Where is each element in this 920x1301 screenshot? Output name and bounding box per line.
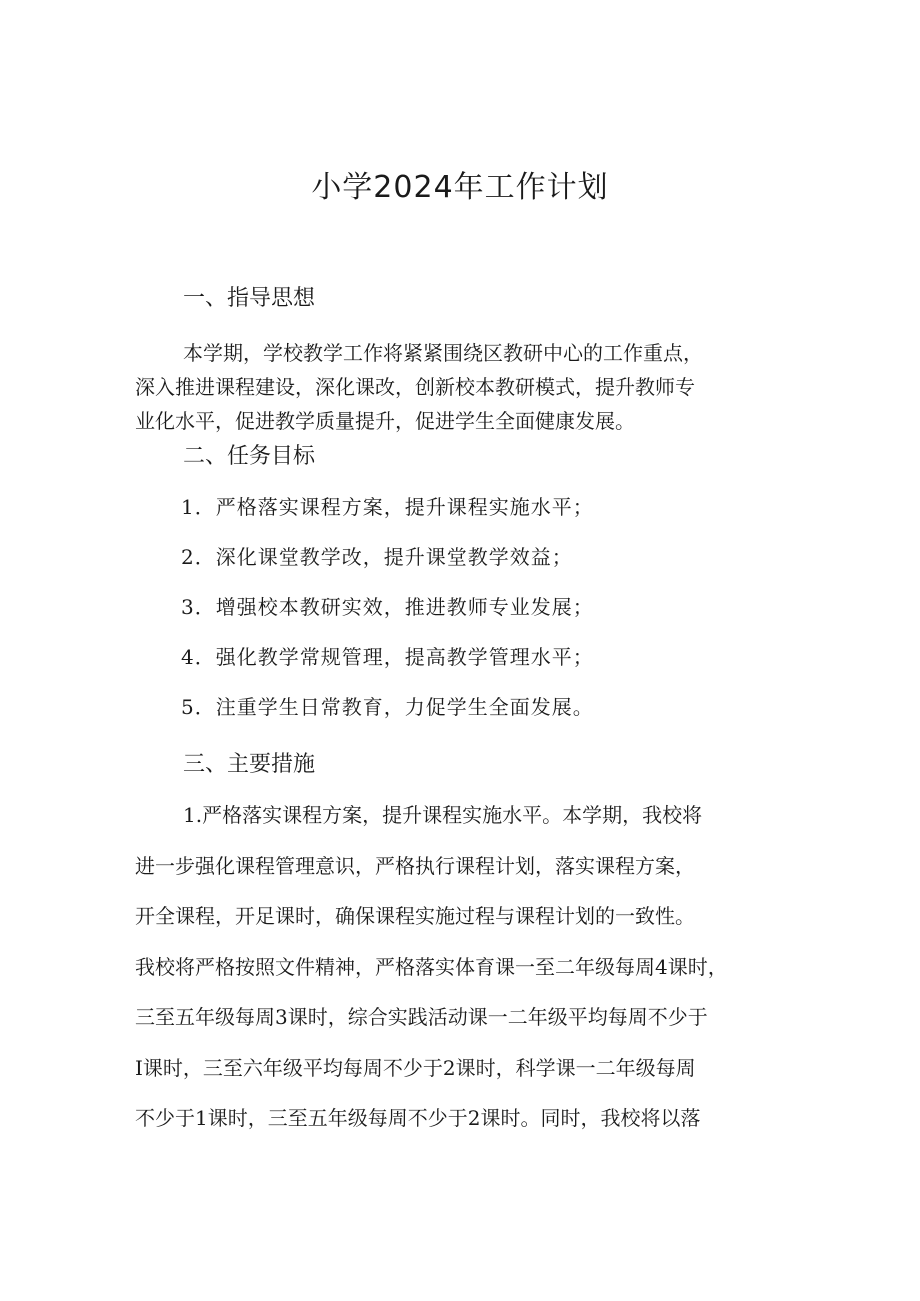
goal-list-item: 2．深化课堂教学改，提升课堂教学效益； [181,545,573,569]
section-heading-task-goals: 二、任务目标 [183,444,316,469]
goal-list-item: 3．增强校本教研实效，推进教师专业发展； [181,595,594,619]
document-title: 小学2024年工作计划 [311,170,609,205]
section-paragraph-guiding-ideology [135,336,795,438]
paragraph-line: 不少于1课时，三至五年级每周不少于2课时。同时，我校将以落 [135,1106,701,1130]
section-heading-main-measures: 三、主要措施 [183,752,316,777]
paragraph-line: I课时，三至六年级平均每周不少于2课时，科学课一二年级每周 [135,1055,696,1080]
section-paragraph-main-measures [135,800,795,1154]
paragraph-line: 我校将严格按照文件精神，严格落实体育课一至二年级每周4课时， [135,954,728,979]
goal-list-item: 1．严格落实课程方案，提升课程实施水平； [181,495,594,519]
section-heading-guiding-ideology: 一、指导思想 [183,286,316,311]
paragraph-line: 本学期，学校教学工作将紧紧围绕区教研中心的工作重点， [183,341,703,365]
paragraph-line: 深入推进课程建设，深化课改，创新校本教研模式，提升教师专 [135,375,695,399]
goal-list-item: 5．注重学生日常教育，力促学生全面发展。 [181,695,594,719]
paragraph-line: 开全课程，开足课时，确保课程实施过程与课程计划的一致性。 [135,904,695,928]
paragraph-line: 1.严格落实课程方案，提升课程实施水平。本学期，我校将 [183,803,703,827]
paragraph-line: 业化水平，促进教学质量提升，促进学生全面健康发展。 [135,409,635,433]
paragraph-line: 三至五年级每周3课时，综合实践活动课一二年级平均每周不少于 [135,1005,708,1029]
goal-list-item: 4．强化教学常规管理，提高教学管理水平； [181,645,594,669]
paragraph-line: 进一步强化课程管理意识，严格执行课程计划，落实课程方案， [135,853,695,878]
